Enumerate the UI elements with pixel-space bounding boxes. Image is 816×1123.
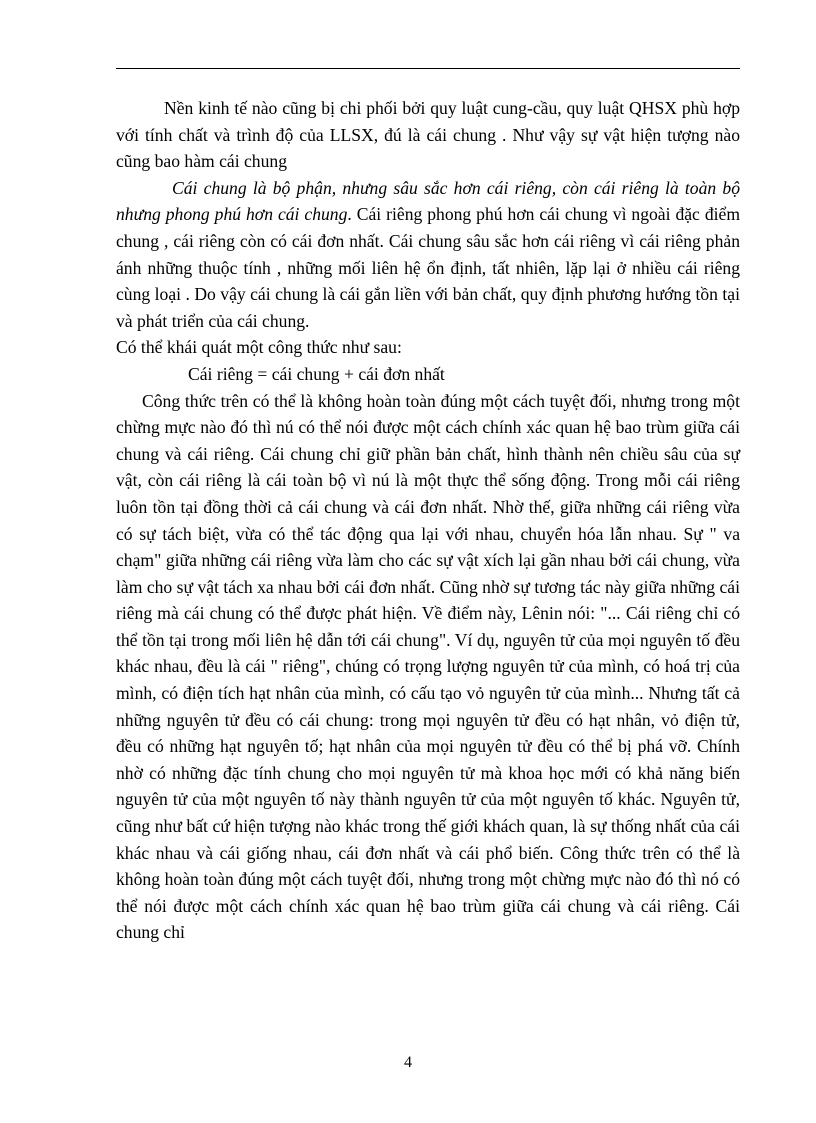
paragraph-3: Có thể khái quát một công thức như sau: — [116, 337, 402, 358]
paragraph-2 — [116, 175, 740, 335]
paragraph-1: Nền kinh tế nào cũng bị chi phối bởi quy luật cung-cầu, quy luật QHSX phù hợp với tính chất và trình độ của LLSX, đú là cái chung . Như vậy sự vật hiện tượng nào cũng bao hàm cái chung — [116, 98, 740, 172]
paragraph-2-rest: . Cái riêng phong phú hơn cái chung vì ngoài đặc điểm chung , cái riêng còn có cái đơn nhất. Cái chung sâu sắc hơn cái riêng vì cái riêng phản ánh những thuộc tính , những mối liên hệ ổn định, tất nhiên, lặp lại ở nhiều cái riêng cùng loại . Do vậy cái chung là cái gắn liền với bản chất, quy định phương hướng tồn tại và phát triển của cái chung. — [116, 204, 741, 331]
paragraph-2-italic: Cái chung là bộ phận, nhưng sâu sắc hơn cái riêng, còn cái riêng là toàn bộ nhưng phong phú hơn cái chung — [116, 177, 740, 225]
paragraph-4: Công thức trên có thể là không hoàn toàn đúng một cách tuyệt đối, nhưng trong một chừng mực nào đó thì nú có thể nói được một cách chính xác quan hệ bao trùm giữa cái chung và cái riêng. Cái chung chỉ giữ phần bản chất, hình thành nên chiều sâu của sự vật, còn cái riêng là cái toàn bộ vì nú là một thực thể sống động. Trong mỗi cái riêng luôn tồn tại đồng thời cả cái chung và cái đơn nhất. Nhờ thế, giữa những cái riêng vừa có sự tách biệt, vừa có thể tác động qua lại với nhau, chuyển hóa lẫn nhau. Sự " va chạm" giữa những cái riêng vừa làm cho các sự vật xích lại gần nhau bởi cái chung, vừa làm cho sự vật tách xa nhau bởi cái đơn nhất. Cũng nhờ sự tương tác này giữa những cái riêng mà cái chung có thể được phát hiện. Về điểm này, Lênin nói: "... Cái riêng chỉ có thể tồn tại trong mối liên hệ dẫn tới cái chung". Ví dụ, nguyên tử của mọi nguyên tố đều khác nhau, đều là cái " riêng", chúng có trọng lượng nguyên tử của mình, có hoá trị của mình, có điện tích hạt nhân của mình, có cấu tạo vỏ nguyên tử của mình... Nhưng tất cả những nguyên tử đều có cái chung: trong mọi nguyên tử đều có hạt nhân, vỏ điện tử, đều có những hạt nguyên tố; hạt nhân của mọi nguyên tử đều có thể bị phá vỡ. Chính nhờ có những đặc tính chung cho mọi nguyên tử mà khoa học mới có khả năng biến nguyên tử của một nguyên tố này thành nguyên tử của một nguyên tố khác. Nguyên tử, cũng như bất cứ hiện tượng nào khác trong thế giới khách quan, là sự thống nhất của cái khác nhau và cái giống nhau, cái đơn nhất và cái phổ biến. Công thức trên có thể là không hoàn toàn đúng một cách tuyệt đối, nhưng trong một chừng mực nào đó thì nó có thể nói được một cách chính xác quan hệ bao trùm giữa cái chung và cái riêng. Cái chung chỉ — [116, 390, 740, 943]
formula: Cái riêng = cái chung + cái đơn nhất — [188, 363, 445, 384]
page-body — [116, 95, 740, 946]
page-number: 4 — [404, 1054, 412, 1071]
header-rule — [116, 68, 740, 69]
